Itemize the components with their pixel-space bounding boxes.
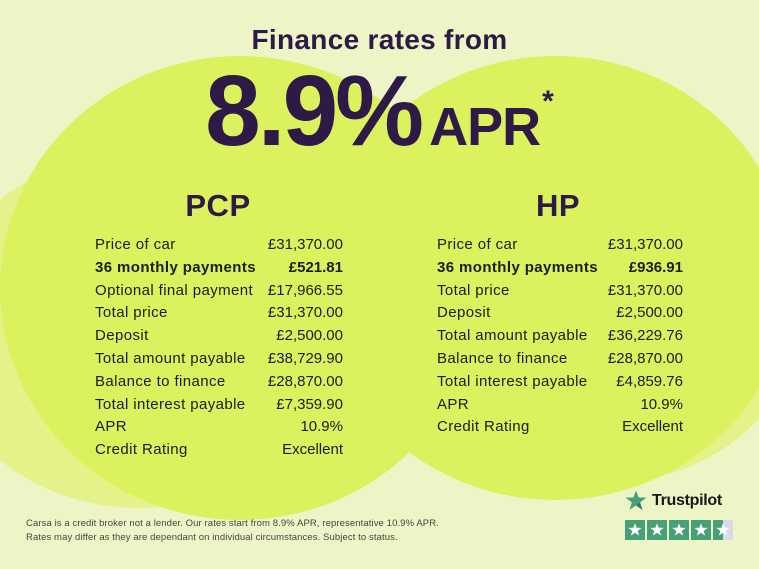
row-value: £31,370.00 <box>607 236 683 253</box>
pcp-table-title: PCP <box>185 188 251 223</box>
table-row <box>88 236 348 259</box>
rating-star-box <box>669 520 689 540</box>
row-label: Deposit <box>95 327 149 345</box>
row-label: 36 monthly payments <box>95 258 256 276</box>
row-label: Total price <box>95 304 168 322</box>
table-row <box>430 396 686 419</box>
table-row <box>430 259 686 282</box>
rate-asterisk: * <box>542 85 554 118</box>
table-row <box>88 418 348 441</box>
table-row <box>88 396 348 419</box>
row-value: Excellent <box>622 418 683 436</box>
rate-value: 8.9% <box>205 55 422 167</box>
pcp-table <box>88 190 348 464</box>
row-value: £4,859.76 <box>616 372 683 390</box>
disclaimer-line-2: Rates may differ as they are dependant on individual circumstances. Subject to status. <box>26 531 398 543</box>
table-row <box>88 441 348 464</box>
row-value: £936.91 <box>628 258 683 276</box>
table-row <box>430 327 686 350</box>
rating-star-box-half <box>713 520 733 540</box>
row-value: £31,370.00 <box>607 281 683 299</box>
row-label: Price of car <box>95 236 176 253</box>
headline-rate <box>0 55 759 167</box>
trustpilot-rating-stars <box>625 520 737 540</box>
row-label: Total price <box>437 281 510 299</box>
row-value: £31,370.00 <box>267 304 343 322</box>
row-value: 10.9% <box>300 418 343 436</box>
rate-suffix: APR <box>429 97 541 157</box>
disclaimer <box>26 517 439 544</box>
table-row <box>430 304 686 327</box>
table-row <box>430 373 686 396</box>
row-label: Total amount payable <box>437 327 588 345</box>
disclaimer-line-1: Carsa is a credit broker not a lender. Our rates start from 8.9% APR, representative 10.9% APR. <box>26 518 439 529</box>
row-label: APR <box>95 418 128 436</box>
row-label: Credit Rating <box>95 441 188 459</box>
rating-star-box <box>691 520 711 540</box>
rating-star-box <box>647 520 667 540</box>
table-row <box>88 373 348 396</box>
row-value: £28,870.00 <box>607 349 683 367</box>
trustpilot-brand-text: Trustpilot <box>652 492 722 509</box>
row-label: Total amount payable <box>95 349 246 367</box>
row-value: Excellent <box>282 441 343 459</box>
row-value: £31,370.00 <box>267 236 343 253</box>
row-value: £36,229.76 <box>607 327 683 345</box>
row-label: Price of car <box>437 236 518 253</box>
hp-table-title: HP <box>535 188 581 223</box>
page-title: Finance rates from <box>251 24 508 55</box>
rating-star-box <box>625 520 645 540</box>
table-row <box>430 418 686 441</box>
table-row <box>88 327 348 350</box>
table-row <box>430 236 686 259</box>
row-value: £17,966.55 <box>267 281 343 299</box>
row-label: Credit Rating <box>437 418 530 436</box>
row-value: £28,870.00 <box>267 372 343 390</box>
row-label: APR <box>437 395 470 413</box>
row-value: £2,500.00 <box>616 304 683 322</box>
row-label: Optional final payment <box>95 281 254 299</box>
row-label: Deposit <box>437 304 491 322</box>
row-label: Balance to finance <box>95 372 226 390</box>
trustpilot-star-icon <box>625 490 647 512</box>
row-value: 10.9% <box>640 395 683 413</box>
row-value: £521.81 <box>288 258 343 276</box>
table-row <box>88 304 348 327</box>
row-label: Total interest payable <box>95 395 246 413</box>
row-label: Total interest payable <box>437 372 588 390</box>
table-row <box>430 350 686 373</box>
trustpilot-logo-row <box>625 489 737 513</box>
row-value: £7,359.90 <box>276 395 343 413</box>
trustpilot-widget[interactable] <box>625 489 737 540</box>
table-row <box>430 282 686 305</box>
table-row <box>88 259 348 282</box>
table-row <box>88 282 348 305</box>
hp-table <box>430 190 686 441</box>
row-label: Balance to finance <box>437 349 568 367</box>
row-value: £2,500.00 <box>276 327 343 345</box>
row-label: 36 monthly payments <box>437 258 598 276</box>
table-row <box>88 350 348 373</box>
row-value: £38,729.90 <box>267 349 343 367</box>
